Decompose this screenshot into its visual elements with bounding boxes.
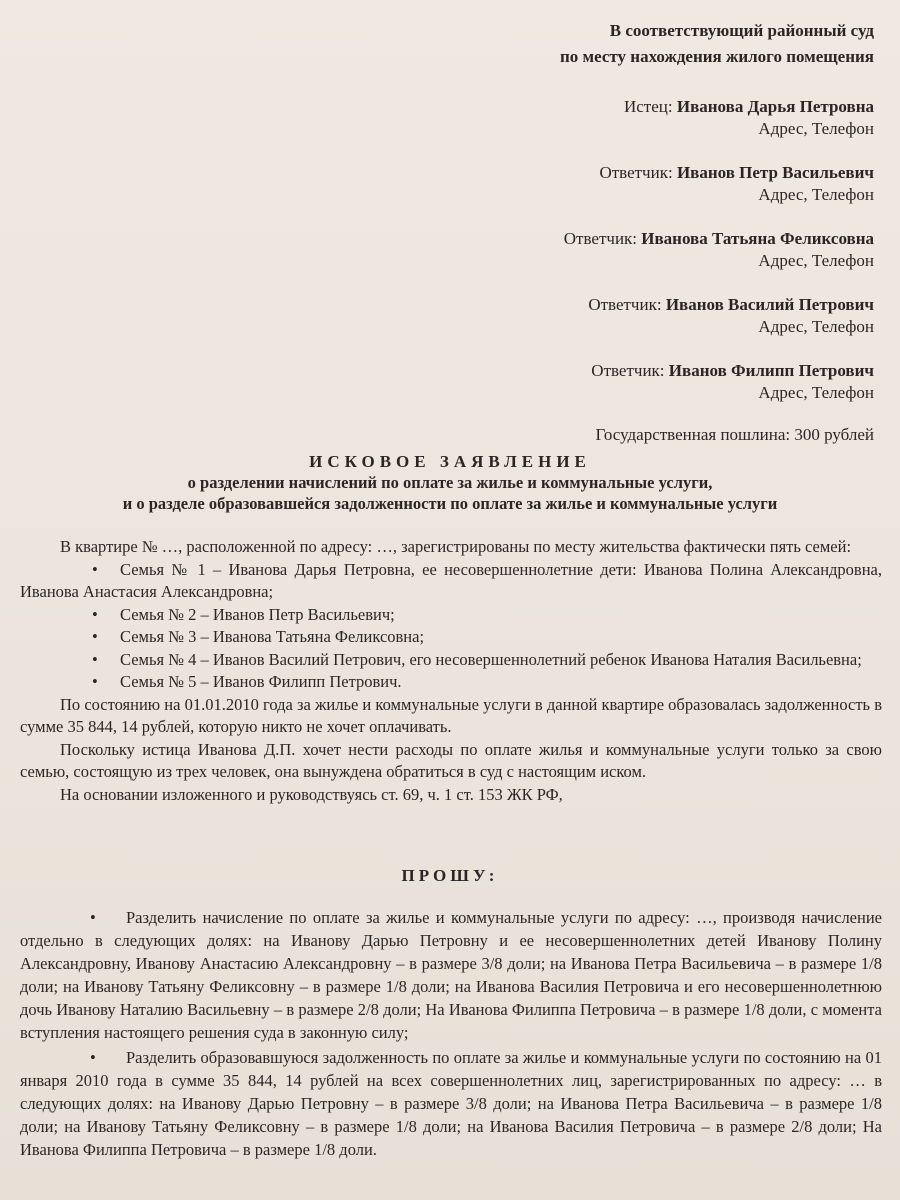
party-name: Иванова Дарья Петровна (676, 97, 874, 116)
party-role: Ответчик: (588, 295, 666, 314)
party-name: Иванова Татьяна Феликсовна (641, 229, 874, 248)
family-item (20, 649, 882, 672)
basis-paragraph: На основании изложенного и руководствуясь ст. 69, ч. 1 ст. 153 ЖК РФ, (60, 784, 563, 804)
document-subtitle-1: о разделении начислений по оплате за жилье и коммунальные услуги, (187, 473, 713, 492)
bullet-icon: • (90, 908, 96, 927)
bullet-icon: • (92, 604, 98, 624)
family-text: Семья № 1 – Иванова Дарья Петровна, ее несовершеннолетние дети: Иванова Полина Александровна, Иванова Анастасия Александровна; (20, 559, 882, 601)
family-item (20, 671, 882, 694)
party-role: Ответчик: (599, 163, 677, 182)
party-role: Ответчик: (591, 361, 669, 380)
debt-paragraph: По состоянию на 01.01.2010 года за жилье и коммунальные услуги в данной квартире образовалась задолженность в сумме 35 844, 14 рублей, которую никто не хочет оплачивать. (20, 694, 882, 736)
family-text: Семья № 3 – Иванова Татьяна Феликсовна; (120, 627, 425, 646)
request-text: Разделить образовавшуюся задолженность по оплате за жилье и коммунальные услуги по состоянию на 01 января 2010 года в сумме 35 844, 14 рублей на всех совершеннолетних лиц, зарегистрированных по адресу: … в следующих долях: на Иванову Дарью Петровну – в размере 3/8 доли; на Иванова Петра Васильевича – в размере 1/8 доли; на Иванову Татьяну Феликсовну – в размере 1/8 доли; на Иванова Василия Петровича – в размере 2/8 доли; На Иванова Филиппа Петровича – в размере 1/8 доли. (20, 1048, 882, 1159)
party-role: Истец: (623, 97, 677, 116)
bullet-icon: • (92, 649, 98, 669)
family-text: Семья № 2 – Иванов Петр Васильевич; (120, 604, 395, 624)
request-text: Разделить начисление по оплате за жилье и коммунальные услуги по адресу: …, производя начисление отдельно в следующих долях: на Иванову Дарью Петровну и ее несовершеннолетних детей Иванову Полину Александровну, Иванову Анастасию Александровну – в размере 3/8 доли; на Иванова Петра Васильевича – в размере 1/8 доли; на Иванову Татьяну Феликсовну – в размере 1/8 доли; на Иванова Василия Петровича и его несовершеннолетнюю дочь Иванову Наталию Васильевну – в размере 2/8 доли; На Иванова Филиппа Петровича – в размере 1/8 доли, с момента вступления настоящего решения суда в законную силу; (20, 908, 882, 1042)
family-text: Семья № 5 – Иванов Филипп Петрович. (120, 672, 402, 691)
request-heading: ПРОШУ: (401, 866, 499, 885)
party-contact: Адрес, Телефон (758, 383, 874, 402)
state-fee: Государственная пошлина: 300 рублей (595, 425, 874, 444)
family-item (20, 604, 882, 627)
family-item (20, 626, 882, 649)
party-defendant-4 (560, 360, 874, 404)
document-subtitle-2: и о разделе образовавшейся задолженности по оплате за жилье и коммунальные услуги (122, 494, 778, 513)
request-list (20, 906, 882, 1161)
court-line-2: по месту нахождения жилого помещения (559, 47, 874, 66)
request-item (20, 1046, 882, 1161)
party-contact: Адрес, Телефон (758, 251, 874, 270)
reason-paragraph: Поскольку истица Иванова Д.П. хочет нести расходы по оплате жилья и коммунальные услуги только за свою семью, состоящую из трех человек, она вынуждена обратиться в суд с настоящим иском. (20, 739, 882, 781)
intro-paragraph: В квартире № …, расположенной по адресу: …, зарегистрированы по месту жительства фактически пять семей: (60, 537, 852, 556)
request-item (20, 906, 882, 1044)
bullet-icon: • (92, 672, 98, 691)
party-name: Иванов Филипп Петрович (668, 361, 874, 380)
party-plaintiff (560, 96, 874, 140)
party-defendant-2 (560, 228, 874, 272)
bullet-icon: • (90, 1048, 96, 1067)
party-contact: Адрес, Телефон (758, 317, 874, 336)
party-defendant-1 (560, 162, 874, 206)
court-line-1: В соответствующий районный суд (609, 21, 874, 40)
party-name: Иванов Петр Васильевич (676, 163, 874, 182)
bullet-icon: • (92, 627, 98, 646)
party-defendant-3 (560, 294, 874, 338)
family-text: Семья № 4 – Иванов Василий Петрович, его несовершеннолетний ребенок Иванова Наталия Васильевна; (120, 649, 862, 669)
document-header (560, 18, 874, 446)
document-title: ИСКОВОЕ ЗАЯВЛЕНИЕ (309, 452, 591, 471)
party-contact: Адрес, Телефон (758, 185, 874, 204)
family-item (20, 559, 882, 604)
bullet-icon: • (92, 559, 98, 579)
claim-body (20, 536, 882, 806)
party-role: Ответчик: (563, 229, 642, 248)
party-contact: Адрес, Телефон (758, 119, 874, 138)
party-name: Иванов Василий Петрович (665, 295, 874, 314)
